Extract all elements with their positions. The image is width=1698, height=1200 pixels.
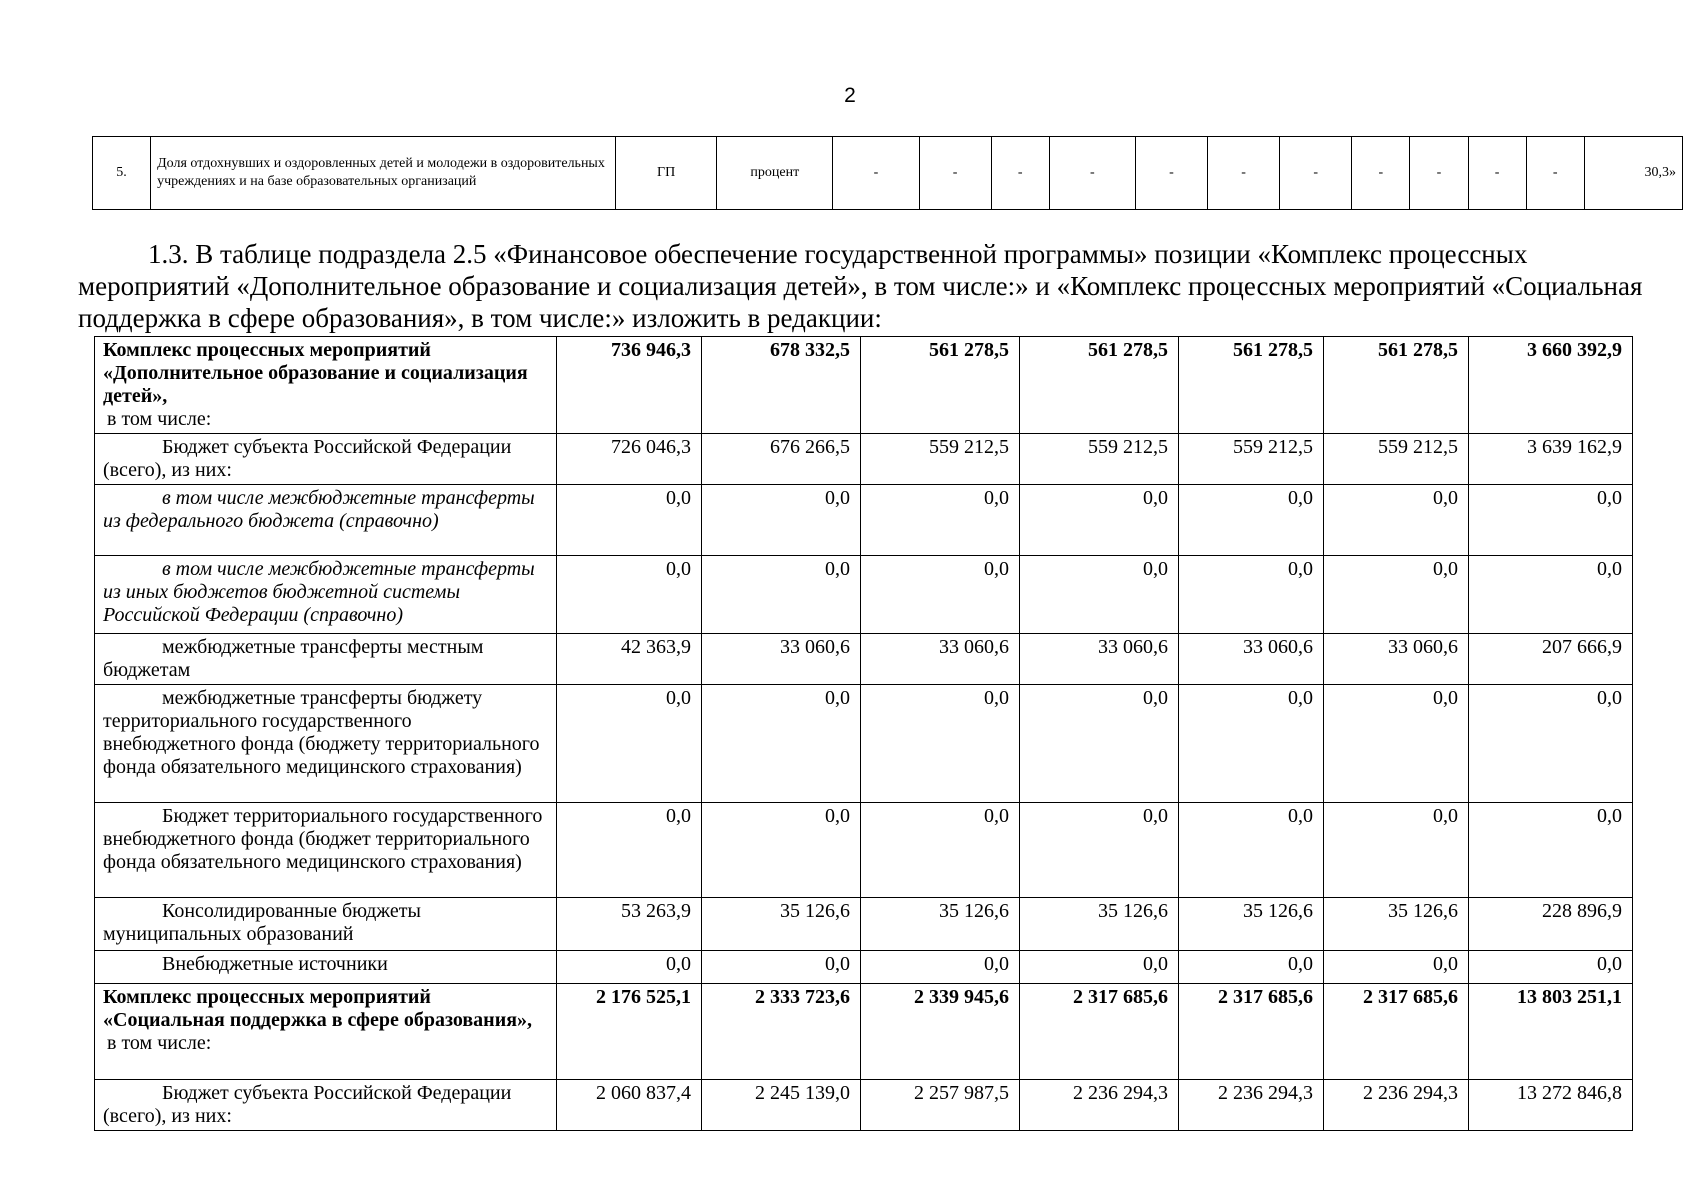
total-value: 0,0 (1469, 485, 1633, 556)
year-value: 33 060,6 (1324, 634, 1469, 685)
year-value: 561 278,5 (1324, 337, 1469, 434)
year-value: 33 060,6 (1020, 634, 1179, 685)
finance-row-label (95, 685, 557, 803)
indicator-level: ГП (615, 137, 716, 210)
indicator-row (93, 137, 1683, 210)
year-value: 2 257 987,5 (861, 1080, 1020, 1131)
total-value: 13 272 846,8 (1469, 1080, 1633, 1131)
total-value: 0,0 (1469, 685, 1633, 803)
year-value: 559 212,5 (1020, 434, 1179, 485)
year-value: 0,0 (557, 951, 702, 984)
indicator-value-cell: - (1280, 137, 1352, 210)
total-value: 0,0 (1469, 951, 1633, 984)
year-value: 0,0 (861, 685, 1020, 803)
year-value: 33 060,6 (1179, 634, 1324, 685)
row-label-text: Бюджет субъекта Российской Федерации (всего), из них: (103, 436, 512, 481)
year-value: 0,0 (557, 485, 702, 556)
total-value: 3 639 162,9 (1469, 434, 1633, 485)
year-value: 561 278,5 (1020, 337, 1179, 434)
row-label-text: Внебюджетные источники (162, 953, 388, 975)
finance-row-label (95, 1080, 557, 1131)
finance-row-label (95, 485, 557, 556)
finance-row (95, 685, 1633, 803)
total-value: 228 896,9 (1469, 898, 1633, 951)
year-value: 0,0 (1324, 951, 1469, 984)
finance-row-label (95, 337, 557, 434)
year-value: 2 339 945,6 (861, 984, 1020, 1080)
year-value: 35 126,6 (702, 898, 861, 951)
finance-row (95, 803, 1633, 898)
year-value: 0,0 (1179, 685, 1324, 803)
year-value: 561 278,5 (861, 337, 1020, 434)
year-value: 0,0 (1179, 803, 1324, 898)
year-value: 736 946,3 (557, 337, 702, 434)
total-value: 13 803 251,1 (1469, 984, 1633, 1080)
year-value: 0,0 (557, 685, 702, 803)
year-value: 726 046,3 (557, 434, 702, 485)
indicator-last-value: 30,3» (1584, 137, 1682, 210)
indicator-value-cell: - (1049, 137, 1135, 210)
year-value: 42 363,9 (557, 634, 702, 685)
year-value: 0,0 (861, 951, 1020, 984)
finance-row-label (95, 803, 557, 898)
year-value: 0,0 (1324, 685, 1469, 803)
row-label-text: Бюджет территориального государственного внебюджетного фонда (бюджет территориального фонда обязательного медицинского страхования) (103, 805, 543, 873)
year-value: 0,0 (861, 803, 1020, 898)
section-subtitle: в том числе: (107, 408, 212, 430)
indicator-value-cell: - (1135, 137, 1207, 210)
indicator-value-cell: - (1526, 137, 1584, 210)
year-value: 2 245 139,0 (702, 1080, 861, 1131)
year-value: 0,0 (1179, 485, 1324, 556)
year-value: 0,0 (702, 556, 861, 634)
indicator-number: 5. (93, 137, 151, 210)
indicator-value-cell: - (1468, 137, 1526, 210)
section-title: Комплекс процессных мероприятий «Дополнительное образование и социализация детей», (103, 339, 528, 407)
year-value: 0,0 (1324, 556, 1469, 634)
finance-row-label (95, 634, 557, 685)
finance-row (95, 984, 1633, 1080)
year-value: 676 266,5 (702, 434, 861, 485)
indicator-value-cell: - (1208, 137, 1280, 210)
finance-row-label (95, 556, 557, 634)
year-value: 0,0 (702, 803, 861, 898)
year-value: 2 317 685,6 (1324, 984, 1469, 1080)
total-value: 0,0 (1469, 803, 1633, 898)
row-label-text: Консолидированные бюджеты муниципальных образований (103, 900, 421, 945)
year-value: 0,0 (861, 485, 1020, 556)
indicator-value-cell: - (1352, 137, 1410, 210)
year-value: 2 317 685,6 (1179, 984, 1324, 1080)
finance-row (95, 337, 1633, 434)
year-value: 561 278,5 (1179, 337, 1324, 434)
year-value: 0,0 (1020, 951, 1179, 984)
year-value: 0,0 (702, 485, 861, 556)
year-value: 0,0 (1324, 803, 1469, 898)
year-value: 2 333 723,6 (702, 984, 861, 1080)
section-subtitle: в том числе: (107, 1032, 212, 1054)
finance-row-label (95, 984, 557, 1080)
finance-row (95, 485, 1633, 556)
financing-table (94, 336, 1633, 1131)
year-value: 2 176 525,1 (557, 984, 702, 1080)
year-value: 678 332,5 (702, 337, 861, 434)
finance-row-label (95, 951, 557, 984)
year-value: 0,0 (1020, 556, 1179, 634)
year-value: 0,0 (1179, 951, 1324, 984)
row-label-text: Бюджет субъекта Российской Федерации (всего), из них: (103, 1082, 512, 1127)
finance-row (95, 898, 1633, 951)
year-value: 0,0 (1324, 485, 1469, 556)
indicator-unit: процент (717, 137, 833, 210)
year-value: 33 060,6 (861, 634, 1020, 685)
total-value: 3 660 392,9 (1469, 337, 1633, 434)
year-value: 35 126,6 (1324, 898, 1469, 951)
amendment-text: 1.3. В таблице подраздела 2.5 «Финансовое обеспечение государственной программы» позиции «Комплекс процессных мероприятий «Дополнительное образование и социализация детей», в том числе:» и «Комплекс процессных мероприятий «Социальная поддержка в сфере образования», в том числе:» изложить в редакции: (78, 239, 1643, 333)
year-value: 35 126,6 (861, 898, 1020, 951)
row-label-text: межбюджетные трансферты местным бюджетам (103, 636, 484, 681)
amendment-paragraph (78, 238, 1678, 334)
finance-row (95, 556, 1633, 634)
row-label-text: межбюджетные трансферты бюджету территориального государственного внебюджетного фонда (бюджету территориального фонда обязательного медицинского страхования) (103, 687, 540, 778)
year-value: 0,0 (1020, 685, 1179, 803)
year-value: 559 212,5 (861, 434, 1020, 485)
year-value: 0,0 (702, 951, 861, 984)
year-value: 35 126,6 (1179, 898, 1324, 951)
year-value: 33 060,6 (702, 634, 861, 685)
year-value: 0,0 (557, 556, 702, 634)
indicator-description: Доля отдохнувших и оздоровленных детей и молодежи в оздоровительных учреждениях и на базе образовательных организаций (151, 137, 616, 210)
row-label-text: в том числе межбюджетные трансферты из иных бюджетов бюджетной системы Российской Федерации (справочно) (103, 558, 535, 626)
indicator-value-cell: - (1410, 137, 1468, 210)
year-value: 2 236 294,3 (1020, 1080, 1179, 1131)
indicator-value-cell: - (833, 137, 919, 210)
finance-row (95, 634, 1633, 685)
section-title: Комплекс процессных мероприятий «Социальная поддержка в сфере образования», (103, 986, 533, 1031)
year-value: 0,0 (557, 803, 702, 898)
year-value: 0,0 (702, 685, 861, 803)
indicator-value-cell: - (991, 137, 1049, 210)
finance-row-label (95, 898, 557, 951)
total-value: 0,0 (1469, 556, 1633, 634)
year-value: 0,0 (1179, 556, 1324, 634)
year-value: 53 263,9 (557, 898, 702, 951)
year-value: 559 212,5 (1324, 434, 1469, 485)
page-number: 2 (844, 84, 856, 107)
finance-row (95, 951, 1633, 984)
finance-row (95, 434, 1633, 485)
finance-row-label (95, 434, 557, 485)
indicator-value-cell: - (919, 137, 991, 210)
total-value: 207 666,9 (1469, 634, 1633, 685)
year-value: 0,0 (1020, 803, 1179, 898)
year-value: 2 317 685,6 (1020, 984, 1179, 1080)
year-value: 0,0 (861, 556, 1020, 634)
year-value: 2 236 294,3 (1179, 1080, 1324, 1131)
row-label-text: в том числе межбюджетные трансферты из федерального бюджета (справочно) (103, 487, 535, 532)
year-value: 2 236 294,3 (1324, 1080, 1469, 1131)
year-value: 35 126,6 (1020, 898, 1179, 951)
year-value: 559 212,5 (1179, 434, 1324, 485)
finance-row (95, 1080, 1633, 1131)
year-value: 0,0 (1020, 485, 1179, 556)
indicator-table (92, 136, 1683, 210)
year-value: 2 060 837,4 (557, 1080, 702, 1131)
